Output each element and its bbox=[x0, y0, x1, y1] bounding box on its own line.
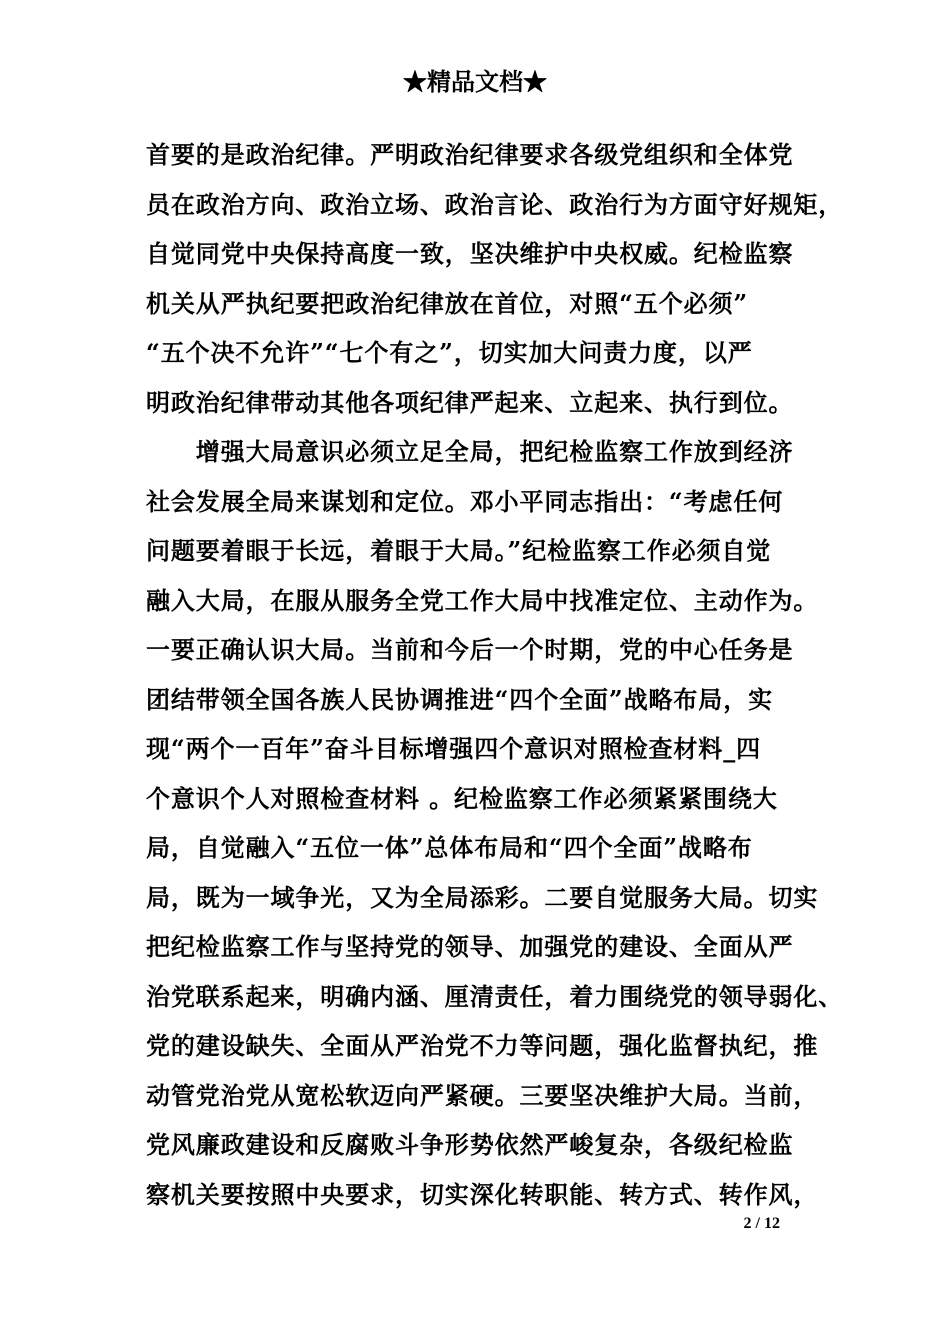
text-line: 首要的是政治纪律。严明政治纪律要求各级党组织和全体党 bbox=[146, 140, 794, 169]
text-line: 把纪检监察工作与坚持党的领导、加强党的建设、全面从严 bbox=[146, 932, 794, 961]
text-line: 局，既为一域争光，又为全局添彩。二要自觉服务大局。切实 bbox=[146, 882, 819, 912]
text-line: 融入大局，在服从服务全党工作大局中找准定位、主动作为。 bbox=[146, 585, 819, 615]
page-header bbox=[0, 66, 950, 98]
text-line: 一要正确认识大局。当前和今后一个时期，党的中心任务是 bbox=[146, 635, 794, 664]
header-title: ★精品文档★ bbox=[403, 67, 547, 96]
text-line: 党风廉政建设和反腐败斗争形势依然严峻复杂，各级纪检监 bbox=[146, 1130, 794, 1159]
text-line: 团结带领全国各族人民协调推进“四个全面”战略布局，实 bbox=[146, 684, 774, 714]
page-number bbox=[744, 1214, 780, 1234]
text-line: 现“两个一百年”奋斗目标增强四个意识对照检查材料_四 bbox=[146, 734, 762, 763]
document-body bbox=[146, 130, 844, 1219]
text-line: 问题要着眼于长远，着眼于大局。”纪检监察工作必须自觉 bbox=[146, 536, 772, 565]
text-line: 员在政治方向、政治立场、政治言论、政治行为方面守好规矩， bbox=[146, 189, 844, 219]
page-number-text: 2 / 12 bbox=[743, 1215, 780, 1232]
text-line: 党的建设缺失、全面从严治党不力等问题，强化监督执纪，推 bbox=[146, 1031, 819, 1060]
text-line: 动管党治党从宽松软迈向严紧硬。三要坚决维护大局。当前， bbox=[146, 1080, 819, 1110]
text-line: 个意识个人对照检查材料 。纪检监察工作必须紧紧围绕大 bbox=[146, 783, 778, 813]
text-line: “五个决不允许”“七个有之”，切实加大问责力度，以严 bbox=[146, 338, 753, 367]
text-line: 治党联系起来，明确内涵、厘清责任，着力围绕党的领导弱化、 bbox=[146, 981, 844, 1011]
text-line: 明政治纪律带动其他各项纪律严起来、立起来、执行到位。 bbox=[146, 387, 794, 417]
text-line: 自觉同党中央保持高度一致，坚决维护中央权威。纪检监察 bbox=[146, 239, 794, 268]
text-line: 察机关要按照中央要求，切实深化转职能、转方式、转作风， bbox=[146, 1179, 819, 1209]
text-line: 机关从严执纪要把政治纪律放在首位，对照“五个必须” bbox=[146, 288, 749, 318]
text-line: 社会发展全局来谋划和定位。邓小平同志指出：“考虑任何 bbox=[146, 486, 784, 516]
text-line: 增强大局意识必须立足全局，把纪检监察工作放到经济 bbox=[146, 437, 794, 466]
text-line: 局，自觉融入“五位一体”总体布局和“四个全面”战略布 bbox=[146, 833, 753, 862]
